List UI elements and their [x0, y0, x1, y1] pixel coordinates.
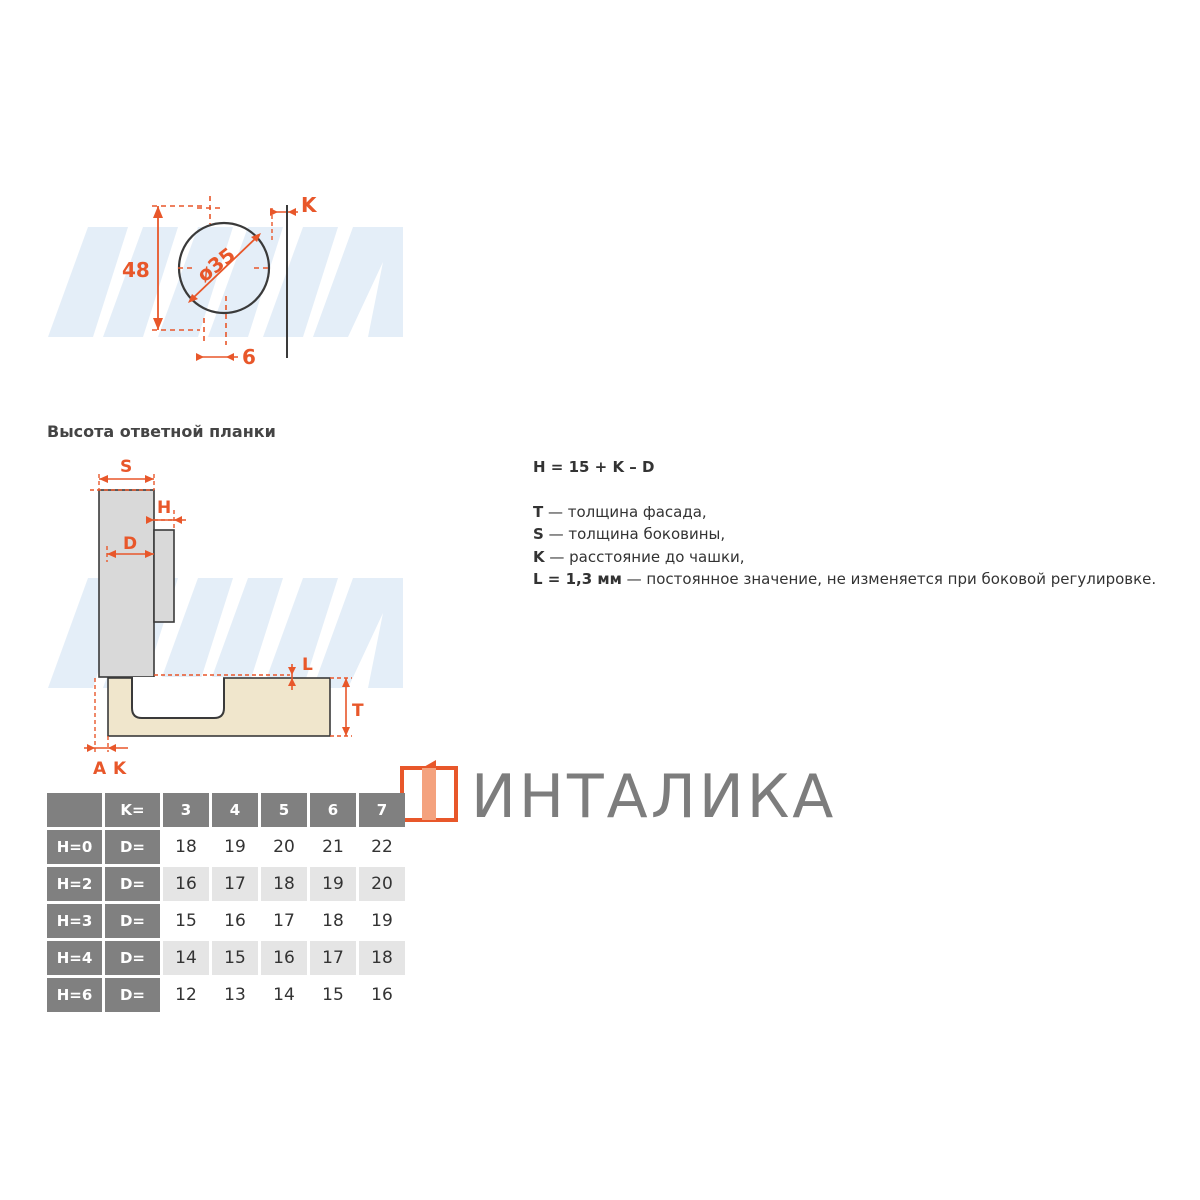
d-value-cell: 22	[371, 837, 393, 857]
legend-text: — постоянное значение, не изменяется при боковой регулировке.	[621, 570, 1157, 588]
d-value-cell: 16	[261, 941, 307, 975]
d-value-cell: 12	[175, 985, 197, 1005]
formula: H = 15 + K – D	[533, 458, 655, 476]
d-value-cell: 18	[322, 911, 344, 931]
side-panel	[99, 490, 154, 677]
d-value-cell: 19	[224, 837, 246, 857]
legend-item	[533, 501, 1156, 524]
dim-offset-label: 6	[242, 345, 256, 369]
d-value-cell: 17	[273, 911, 295, 931]
label-h: H	[157, 498, 172, 518]
d-value-cell: 21	[322, 837, 344, 857]
legend-text: — толщина фасада,	[543, 502, 707, 521]
d-value-cell: 15	[322, 985, 344, 1005]
table-row	[47, 904, 405, 938]
d-value-cell: 19	[371, 911, 393, 931]
table-header-row	[47, 793, 405, 827]
d-value-cell: 16	[224, 911, 246, 931]
k-value-cell: 7	[359, 793, 405, 827]
d-value-cell: 15	[175, 911, 197, 931]
dim-k-label-top: K	[301, 193, 317, 217]
legend-text: — толщина боковины,	[543, 525, 726, 543]
label-s: S	[120, 457, 133, 477]
table-row	[47, 830, 405, 864]
label-l: L	[302, 655, 313, 675]
legend-term: T	[533, 502, 544, 521]
table-corner-cell	[47, 793, 102, 827]
legend-item	[533, 523, 1156, 546]
table-row	[47, 867, 405, 901]
h-label-cell: H=6	[47, 978, 102, 1012]
legend-term: K	[533, 547, 545, 566]
legend-text: — расстояние до чашки,	[544, 547, 745, 566]
d-value-cell: 16	[163, 867, 209, 901]
legend-item	[533, 546, 1156, 569]
d-value-cell: 18	[175, 837, 197, 857]
d-value-cell: 19	[310, 867, 356, 901]
d-value-cell: 16	[371, 985, 393, 1005]
mounting-plate-diagram	[80, 450, 380, 780]
dim-diameter-label: ø35	[192, 242, 240, 287]
d-value-cell: 17	[310, 941, 356, 975]
d-value-cell: 14	[163, 941, 209, 975]
d-value-cell: 13	[224, 985, 246, 1005]
drilling-diagram	[110, 188, 410, 378]
table-row	[47, 941, 405, 975]
label-a: A	[93, 759, 107, 779]
d-value-cell: 20	[273, 837, 295, 857]
dim-height-label: 48	[122, 258, 150, 282]
legend-list	[533, 501, 1156, 591]
k-label-cell: K=	[105, 793, 160, 827]
d-value-cell: 18	[359, 941, 405, 975]
d-value-cell: 20	[359, 867, 405, 901]
label-k: K	[113, 759, 127, 779]
k-value-cell: 6	[310, 793, 356, 827]
h-label-cell: H=4	[47, 941, 102, 975]
brand-name: ИНТАЛИКА	[471, 762, 837, 832]
legend-item	[533, 568, 1156, 591]
k-value-cell: 5	[261, 793, 307, 827]
d-label-cell: D=	[105, 978, 160, 1012]
k-value-cell: 3	[163, 793, 209, 827]
d-label-cell: D=	[105, 867, 160, 901]
k-value-cell: 4	[212, 793, 258, 827]
table-row	[47, 978, 405, 1012]
d-value-cell: 14	[273, 985, 295, 1005]
d-value-cell: 15	[212, 941, 258, 975]
h-label-cell: H=0	[47, 830, 102, 864]
d-value-table	[44, 790, 408, 1015]
label-t: T	[352, 701, 364, 721]
formula-block	[533, 456, 1156, 591]
d-label-cell: D=	[105, 830, 160, 864]
d-value-cell: 17	[212, 867, 258, 901]
legend-term: L = 1,3 мм	[533, 570, 622, 588]
intalika-logo-icon	[400, 760, 460, 822]
mounting-plate	[154, 530, 174, 622]
cup-recess	[132, 678, 224, 718]
section-title: Высота ответной планки	[47, 422, 276, 441]
h-label-cell: H=3	[47, 904, 102, 938]
legend-term: S	[533, 525, 544, 543]
d-label-cell: D=	[105, 941, 160, 975]
h-label-cell: H=2	[47, 867, 102, 901]
d-label-cell: D=	[105, 904, 160, 938]
label-d: D	[123, 534, 138, 554]
d-value-cell: 18	[261, 867, 307, 901]
